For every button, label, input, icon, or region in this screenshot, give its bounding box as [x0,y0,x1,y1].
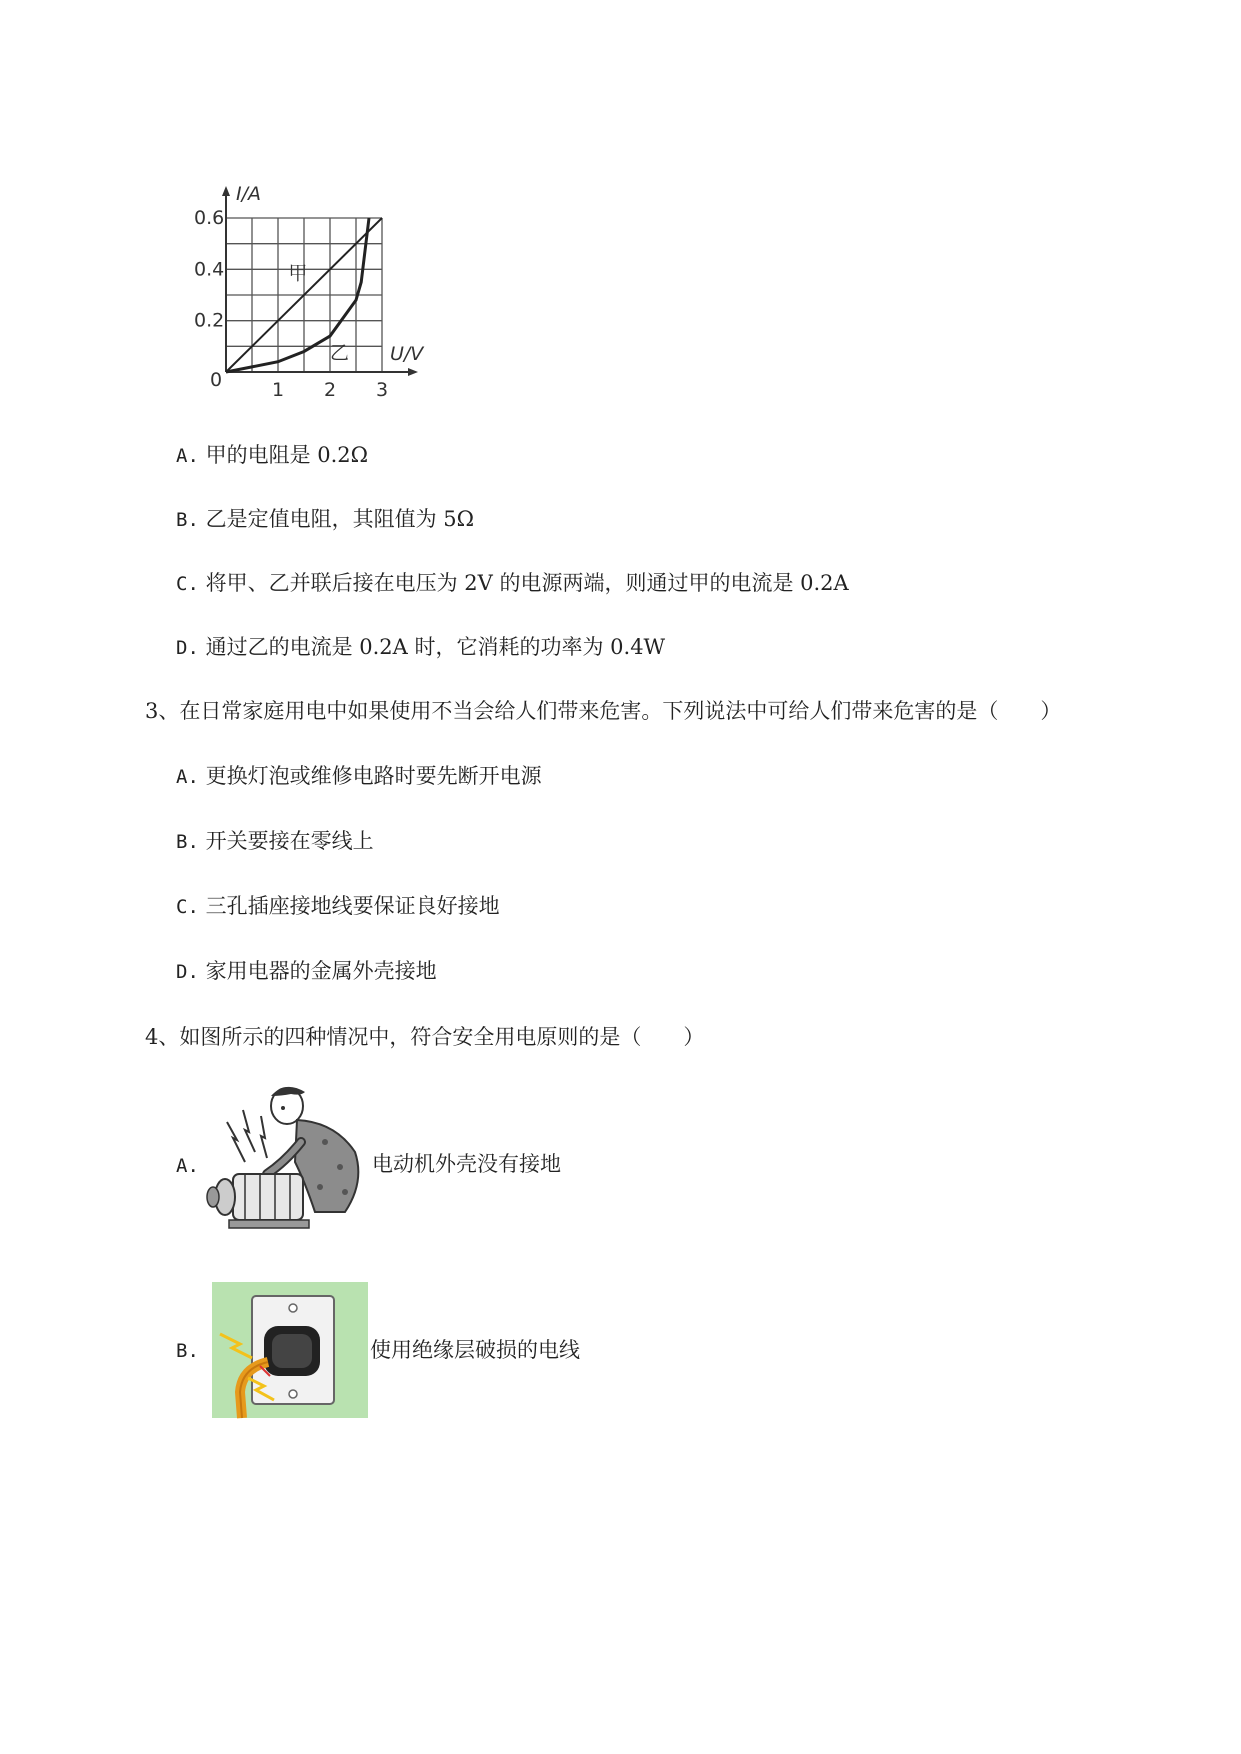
q4-option-a-letter: A. [176,1155,199,1177]
option-letter: B. [176,509,199,531]
y-tick-label: 0.4 [194,258,225,281]
option-letter: C. [176,896,199,918]
option-letter: C. [176,573,199,595]
q4-stem: 4、如图所示的四种情况中，符合安全用电原则的是（ ） [145,1025,705,1049]
q3-option-b [176,831,374,852]
y-axis-arrow [222,186,230,196]
y-tick-label: 0.2 [194,309,225,332]
q2-option-b [176,509,474,530]
x-axis-arrow [408,368,418,376]
iu-graph [194,160,470,410]
option-letter: D. [176,961,199,983]
option-text: 三孔插座接地线要保证良好接地 [205,894,500,918]
q4-option-b-text: 使用绝缘层破损的电线 [370,1338,580,1362]
q4-option-a-text: 电动机外壳没有接地 [372,1152,561,1176]
q2-option-a [176,445,368,466]
q2-option-c [176,573,849,594]
man-touching-motor-image [205,1082,380,1232]
option-text: 通过乙的电流是 0.2A 时，它消耗的功率为 0.4W [205,635,666,659]
option-letter: D. [176,637,199,659]
q3-option-a [176,766,542,787]
y-axis-label: I/A [236,183,262,205]
q4-option-b-letter: B. [176,1340,199,1362]
option-text: 将甲、乙并联后接在电压为 2V 的电源两端，则通过甲的电流是 0.2A [205,571,849,595]
q3-option-d [176,961,437,982]
y-tick-label: 0.6 [194,207,225,229]
q3-option-c [176,896,500,917]
x-tick-label: 2 [324,379,337,401]
damaged-plug-in-socket-image [212,1282,368,1418]
option-letter: A. [176,445,199,467]
x-tick-label: 1 [272,379,285,401]
series-label-yi: 乙 [330,342,350,365]
x-tick-label: 3 [376,379,389,401]
q2-option-d [176,637,665,658]
option-letter: A. [176,766,199,788]
option-text: 甲的电阻是 0.2Ω [205,443,369,467]
origin-label: 0 [210,369,223,391]
option-text: 乙是定值电阻，其阻值为 5Ω [205,507,475,531]
q3-stem: 3、在日常家庭用电中如果使用不当会给人们带来危害。下列说法中可给人们带来危害的是（ ） [145,699,1062,723]
option-text: 开关要接在零线上 [205,829,374,853]
option-letter: B. [176,831,199,853]
x-axis-label: U/V [390,343,424,365]
option-text: 家用电器的金属外壳接地 [205,959,437,983]
option-text: 更换灯泡或维修电路时要先断开电源 [205,764,542,788]
series-label-jia: 甲 [288,262,308,285]
